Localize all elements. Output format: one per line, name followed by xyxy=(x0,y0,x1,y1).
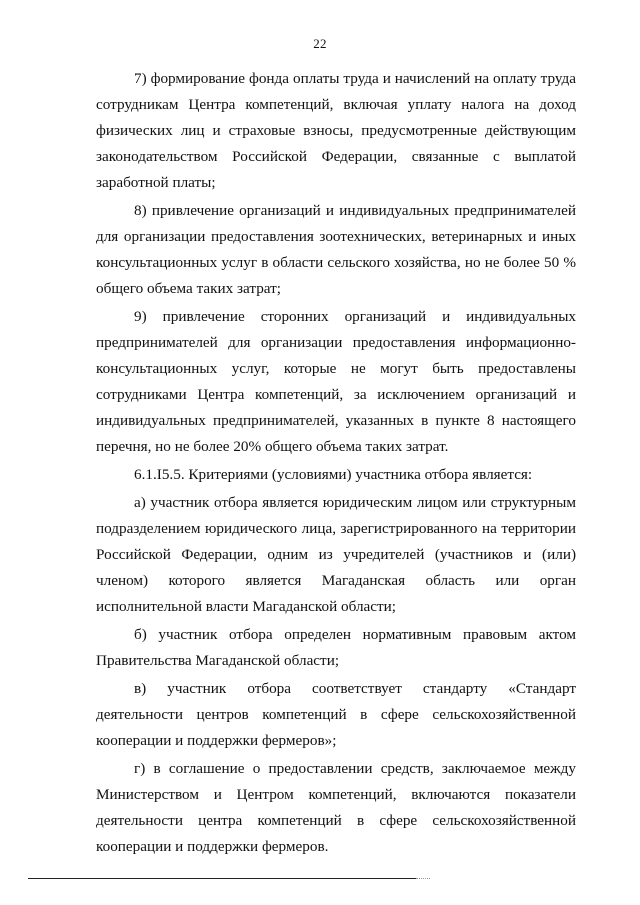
paragraph-item-7: 7) формирование фонда оплаты труда и начислений на оплату труда сотрудникам Центра компетенций, включая уплату налога на доход физических лиц и страховые взносы, предусмотренные действующим законодательством Российской Федерации, связанные с выплатой заработной платы; xyxy=(96,70,576,191)
criterion-g: г) в соглашение о предоставлении средств, заключаемое между Министерством и Центром компетенций, включаются показатели деятельности центра компетенций в сфере сельскохозяйственной кооперации и поддержки фермеров. xyxy=(96,760,576,855)
footer-rule xyxy=(28,878,416,879)
criterion-v: в) участник отбора соответствует стандарту «Стандарт деятельности центров компетенций в сфере сельскохозяйственной кооперации и поддержки фермеров»; xyxy=(96,680,576,749)
paragraph-item-9: 9) привлечение сторонних организаций и индивидуальных предпринимателей для организации предоставления информационно-консультационных услуг, которые не могут быть предоставлены сотрудниками Центра компетенций, за исключением организаций и индивидуальных предпринимателей, указанных в пункте 8 настоящего перечня, но не более 20% общего объема таких затрат. xyxy=(96,308,576,455)
criterion-a: а) участник отбора является юридическим лицом или структурным подразделением юридического лица, зарегистрированного на территории Российской Федерации, одним из учредителей (участников и (или) членом) которого является Магаданская область или орган исполнительной власти Магаданской области; xyxy=(96,494,576,615)
criterion-b: б) участник отбора определен нормативным правовым актом Правительства Магаданской области; xyxy=(96,626,576,669)
footer-rule-tail xyxy=(416,878,430,879)
document-body xyxy=(96,66,576,862)
page-number: 22 xyxy=(313,36,327,51)
paragraph-item-8: 8) привлечение организаций и индивидуальных предпринимателей для организации предоставления зоотехнических, ветеринарных и иных консультационных услуг в области сельского хозяйства, но не более 50 % общего объема таких затрат; xyxy=(96,202,576,297)
section-heading-criteria: 6.1.I5.5. Критериями (условиями) участника отбора является: xyxy=(134,466,533,483)
